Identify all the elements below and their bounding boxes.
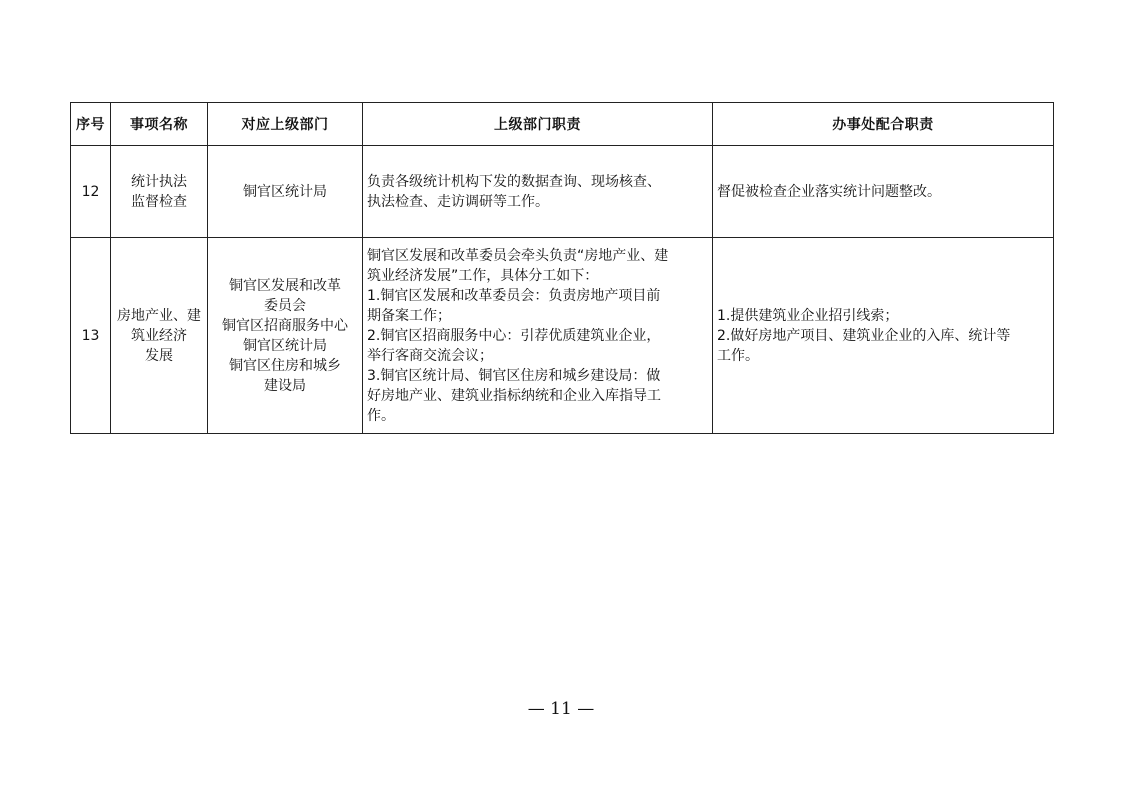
table-row (71, 146, 1054, 238)
cell-line: 筑业经济 (131, 327, 187, 344)
row-upper-duty (363, 238, 713, 434)
cell-line: 2.铜官区招商服务中心：引荐优质建筑业企业， (367, 327, 661, 344)
cell-line: 作。 (367, 407, 395, 424)
cell-line: 铜官区发展和改革委员会牵头负责“房地产业、建 (367, 247, 669, 264)
header-office-duty: 办事处配合职责 (713, 103, 1054, 146)
cell-line: 监督检查 (131, 193, 187, 210)
table-row (71, 238, 1054, 434)
cell-line: 房地产业、建 (117, 307, 201, 324)
cell-line: 铜官区招商服务中心 (222, 317, 348, 334)
row-seq: 12 (71, 146, 111, 238)
row-office-duty (713, 146, 1054, 238)
cell-line: 3.铜官区统计局、铜官区住房和城乡建设局：做 (367, 367, 661, 384)
table-header-row (71, 103, 1054, 146)
cell-line: 工作。 (717, 347, 759, 364)
cell-line: 督促被检查企业落实统计问题整改。 (717, 183, 941, 200)
cell-line: 1.提供建筑业企业招引线索； (717, 307, 899, 324)
header-seq: 序号 (71, 103, 111, 146)
cell-line: 发展 (145, 347, 173, 364)
cell-line: 铜官区住房和城乡 (229, 357, 341, 374)
cell-line: 筑业经济发展”工作，具体分工如下： (367, 267, 599, 284)
cell-line: 1.铜官区发展和改革委员会：负责房地产项目前 (367, 287, 661, 304)
header-item-name: 事项名称 (111, 103, 208, 146)
row-upper-dept (208, 238, 363, 434)
row-upper-duty (363, 146, 713, 238)
cell-line: 统计执法 (131, 173, 187, 190)
duty-table (70, 102, 1054, 434)
cell-line: 2.做好房地产项目、建筑业企业的入库、统计等 (717, 327, 1011, 344)
cell-line: 建设局 (264, 377, 306, 394)
cell-line: 委员会 (264, 297, 306, 314)
cell-line: 铜官区统计局 (243, 183, 327, 200)
header-upper-duty: 上级部门职责 (363, 103, 713, 146)
cell-line: 铜官区发展和改革 (229, 277, 341, 294)
cell-line: 好房地产业、建筑业指标纳统和企业入库指导工 (367, 387, 661, 404)
page-number: — 11 — (527, 699, 595, 719)
cell-line: 负责各级统计机构下发的数据查询、现场核查、 (367, 173, 661, 190)
header-upper-dept: 对应上级部门 (208, 103, 363, 146)
cell-line: 执法检查、走访调研等工作。 (367, 193, 549, 210)
row-upper-dept (208, 146, 363, 238)
cell-line: 期备案工作； (367, 307, 451, 324)
row-item-name (111, 238, 208, 434)
row-item-name (111, 146, 208, 238)
row-seq: 13 (71, 238, 111, 434)
row-office-duty (713, 238, 1054, 434)
cell-line: 举行客商交流会议； (367, 347, 493, 364)
cell-line: 铜官区统计局 (243, 337, 327, 354)
